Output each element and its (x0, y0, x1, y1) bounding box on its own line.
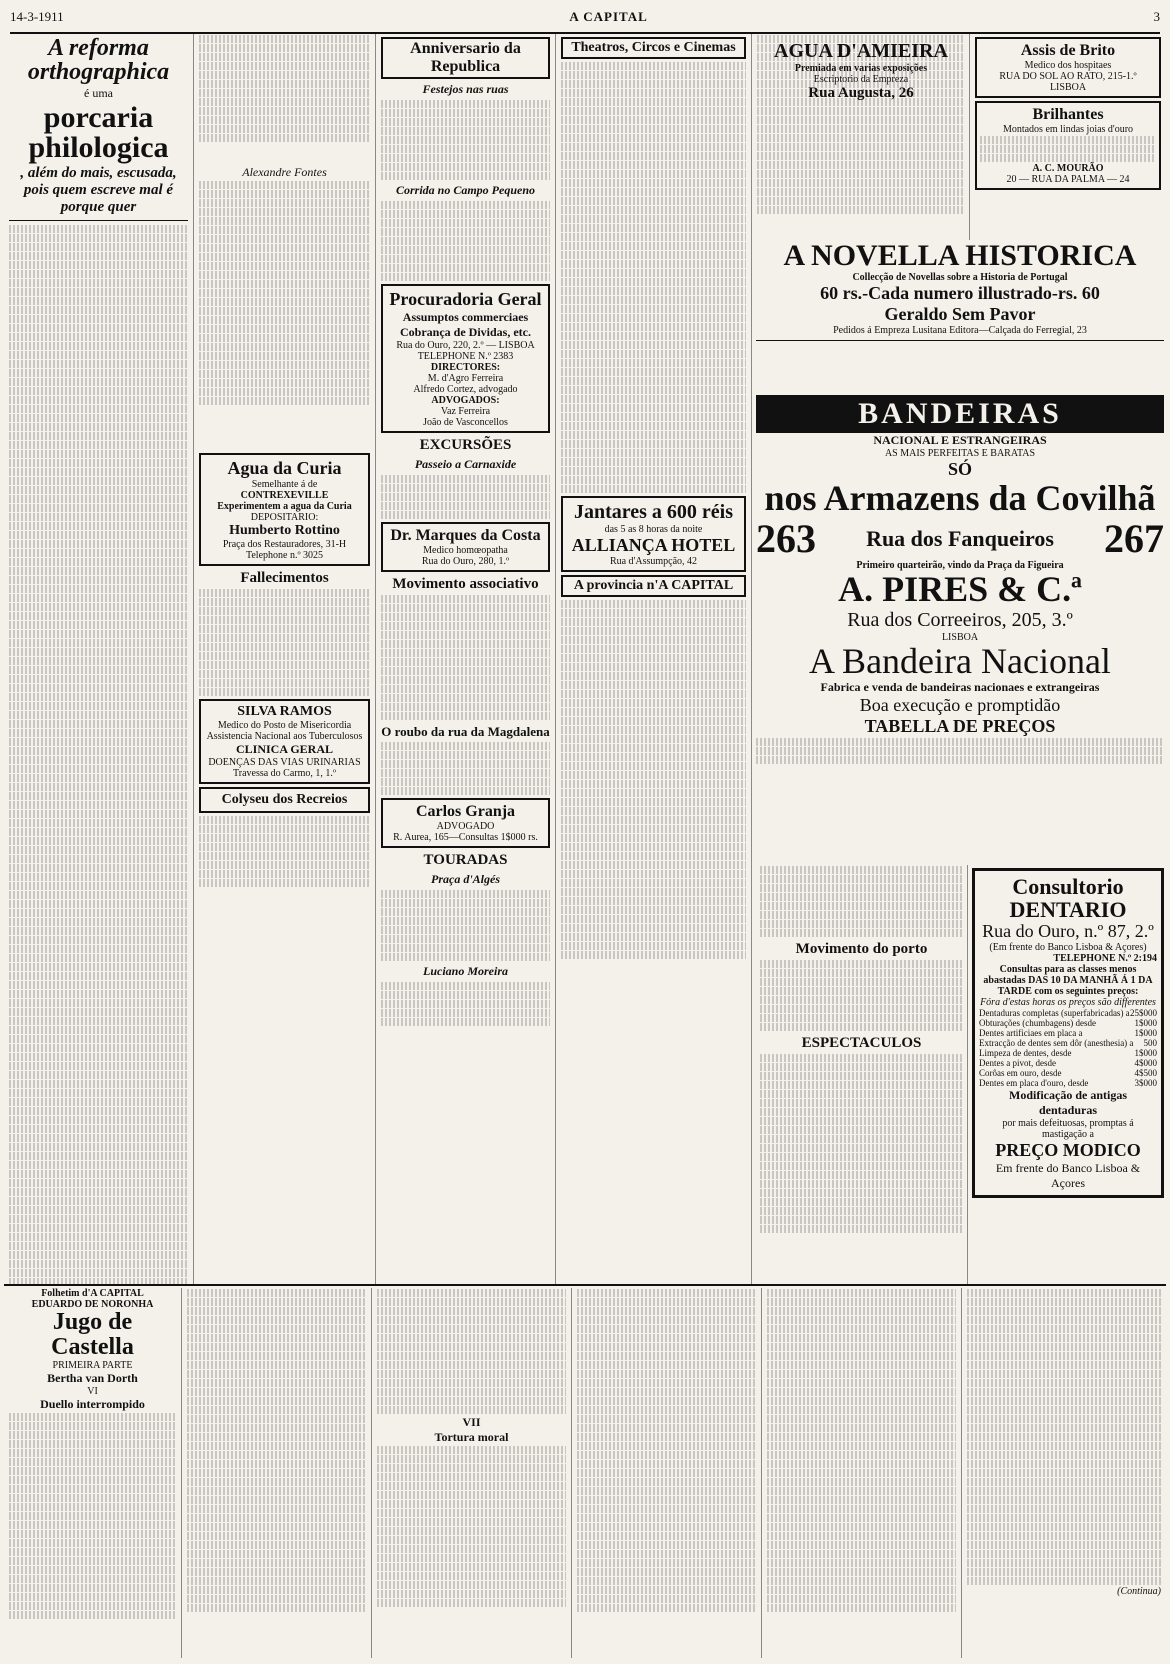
column-6 (970, 34, 1166, 254)
agua-curia-line3: Experimentem a agua da Curia (217, 501, 352, 512)
procuradoria-dir-label: DIRECTORES: (430, 362, 501, 373)
folhetim-chapter: VI (87, 1386, 98, 1398)
touradas-subhead: Praça d'Algés (431, 872, 500, 886)
bandeiras-line5: Primeiro quarteirão, vindo da Praça da Figueira (856, 559, 1064, 571)
masthead-date: 14-3-1911 (10, 9, 64, 24)
folhetim-chapter-title: Duello interrompido (40, 1397, 145, 1412)
colyseu-heading: Colyseu dos Recreios (221, 792, 348, 807)
price-row: Dentaduras completas (superfabricadas) a 25$000 (979, 1008, 1157, 1019)
bandeiras-line8: Boa execução e promptidão (859, 695, 1061, 716)
procuradoria-dir1: M. d'Agro Ferreira (427, 373, 504, 384)
novella-line2: 60 rs.-Cada numero illustrado-rs. 60 (820, 282, 1100, 303)
bandeiras-company: A. PIRES & C.ª (838, 568, 1082, 609)
masthead (10, 2, 1160, 34)
brilhantes-ad (975, 101, 1161, 190)
novella-line3: Geraldo Sem Pavor (884, 303, 1036, 324)
consultorio-line6: PREÇO MODICO (995, 1140, 1141, 1161)
assis-brito-ad (975, 37, 1161, 98)
consultorio-line1: (Em frente do Banco Lisboa & Açores) (989, 942, 1147, 954)
granja-line2: R. Aurea, 165—Consultas 1$000 rs. (393, 832, 538, 843)
consultorio-line4: Modificação de antigas dentaduras (1009, 1088, 1127, 1118)
corrida-subhead: Corrida no Campo Pequeno (395, 183, 536, 197)
consultorio-price-list (979, 1008, 1157, 1088)
bandeiras-address: Rua dos Correeiros, 205, 3.º (847, 608, 1073, 631)
alexandre-fontes-signature: Alexandre Fontes (242, 165, 327, 179)
agua-curia-ad (199, 453, 370, 566)
agua-curia-line2: CONTREXEVILLE (240, 490, 329, 501)
ameira-title: AGUA D'AMIEIRA (774, 40, 948, 62)
anniversary-headline: Anniversario da Republica (410, 40, 521, 75)
agua-curia-title: Agua da Curia (227, 458, 342, 478)
novella-line1: Collecção de Novellas sobre a Historia de Portugal (852, 271, 1068, 283)
procuradoria-phone: TELEPHONE N.º 2383 (417, 351, 514, 362)
agua-curia-line4: DEPOSITARIO: (250, 512, 319, 523)
bandeiras-line4: nos Armazens da Covilhã (764, 478, 1156, 518)
jantares-ad (561, 496, 746, 572)
brito-title: Assis de Brito (1020, 42, 1116, 59)
theatros-headline: Theatros, Circos e Cinemas (571, 40, 736, 55)
folhetim-column-6 (962, 1288, 1166, 1658)
folhetim-label: Folhetim d'A CAPITAL (41, 1288, 144, 1299)
folhetim-column-3 (372, 1288, 572, 1658)
brilhantes-line1: Montados em lindas joias d'ouro (1002, 124, 1134, 135)
folhetim-author: EDUARDO DE NORONHA (31, 1299, 154, 1310)
clinica-line1: DOENÇAS DAS VIAS URINARIAS (208, 757, 361, 768)
touradas-heading: TOURADAS (423, 852, 508, 868)
folhetim-character: Bertha van Dorth (47, 1371, 138, 1386)
agua-curia-line1: Semelhante á de (251, 479, 318, 490)
folhetim-column-4 (572, 1288, 762, 1658)
consultorio-phone: TELEPHONE N.º 2:194 (1053, 953, 1157, 965)
excursoes-subhead: Passeio a Carnaxide (414, 457, 517, 471)
novella-ad (756, 240, 1164, 345)
folhetim-title: Jugo de Castella (51, 1309, 134, 1361)
marques-line1: Medico homœopatha (423, 545, 508, 556)
procuradoria-adv1: Vaz Ferreira (440, 406, 491, 417)
bandeiras-ad (756, 395, 1164, 765)
roubo-heading: O roubo da rua da Magdalena (381, 724, 550, 739)
folhetim-column-5 (762, 1288, 962, 1658)
clinica-title: CLINICA GERAL (235, 742, 334, 756)
bandeiras-street: Rua dos Fanqueiros (866, 525, 1054, 551)
procuradoria-line2: Cobrança de Dividas, etc. (400, 325, 531, 339)
procuradoria-ad (381, 284, 550, 433)
consultorio-line5: por mais defeituosas, promptas á mastigação a (1002, 1118, 1134, 1141)
consultorio-line3: Fóra d'estas horas os preços são differentes (980, 997, 1156, 1009)
bandeiras-num2: 267 (1104, 515, 1164, 561)
bandeiras-city: LISBOA (941, 631, 979, 643)
bandeiras-line2: AS MAIS PERFEITAS E BARATAS (884, 448, 1036, 459)
agua-ameira-ad (756, 40, 966, 102)
bandeiras-line6: A Bandeira Nacional (809, 640, 1111, 681)
jantares-hotel-name: ALLIANÇA HOTEL (571, 535, 736, 555)
folhetim-column-2 (182, 1288, 372, 1658)
novella-title: A NOVELLA HISTORICA (783, 239, 1137, 272)
folhetim-chapter-2-title: Tortura moral (434, 1430, 509, 1444)
consultorio-line2: Consultas para as classes menos abastadas DAS 10 DA MANHÃ Á 1 DA TARDE com os seguintes preços: (983, 964, 1153, 998)
silva-ramos-line1: Medico do Posto de Misericordia (217, 720, 352, 731)
brito-line2: RUA DO SOL AO RATO, 215-1.º (999, 71, 1137, 82)
masthead-page-number: 3 (1153, 9, 1160, 24)
procuradoria-address: Rua do Ouro, 220, 2.º — LISBOA (396, 340, 535, 351)
bandeiras-line3: SÓ (947, 459, 972, 479)
jantares-address: Rua d'Assumpção, 42 (609, 556, 698, 567)
consultorio-line7: Em frente do Banco Lisboa & Açores (995, 1161, 1141, 1191)
colyseu-heading-box (199, 787, 370, 813)
folhetim-chapter-2: VII (462, 1415, 481, 1429)
agua-curia-address: Praça dos Restauradores, 31-H (222, 539, 347, 550)
reform-subhead: é uma (84, 86, 113, 100)
column-3 (376, 34, 556, 1284)
reform-headline: A reforma orthographica (27, 35, 170, 85)
novella-line4: Pedidos á Empreza Lusitana Editora—Calçada do Ferregial, 23 (833, 324, 1087, 336)
silva-ramos-line2: Assistencia Nacional aos Tuberculosos (206, 731, 363, 742)
agua-curia-phone: Telephone n.º 3025 (245, 550, 324, 561)
bandeiras-title: BANDEIRAS (756, 395, 1164, 433)
ameira-line1: Premiada em varias exposições (794, 63, 928, 74)
consultorio-ad (972, 868, 1164, 1198)
movimento-porto-heading: Movimento do porto (795, 941, 928, 957)
brilhantes-title: Brilhantes (1032, 106, 1104, 123)
ameira-address: Rua Augusta, 26 (808, 85, 914, 101)
marques-costa-ad (381, 522, 550, 572)
price-row: Dentes a pivot, desde 4$000 (979, 1058, 1157, 1069)
procuradoria-adv-label: ADVOGADOS: (431, 395, 500, 406)
brilhantes-line2: A. C. MOURÃO (1032, 163, 1104, 174)
column-5-lower (756, 865, 968, 1285)
jantares-line1: das 5 as 8 horas da noite (604, 524, 703, 535)
excursoes-heading: EXCURSÕES (419, 437, 512, 453)
folhetim-divider (4, 1284, 1166, 1286)
price-row: Obturações (chumbagens) desde 1$000 (979, 1018, 1157, 1029)
price-row: Dentes artificiaes em placa a 1$000 (979, 1028, 1157, 1039)
agua-curia-name: Humberto Rottino (229, 523, 340, 538)
movimento-associativo-heading: Movimento associativo (392, 576, 539, 592)
masthead-paper-name: A CAPITAL (569, 9, 648, 24)
bandeiras-line9: TABELLA DE PREÇOS (864, 716, 1056, 737)
clinica-line2: Travessa do Carmo, 1, 1.º (232, 768, 336, 779)
ameira-line2: Escriptorio da Empreza (813, 74, 909, 85)
column-4 (556, 34, 752, 1284)
price-row: Corôas em ouro, desde 4$500 (979, 1068, 1157, 1079)
price-row: Limpeza de dentes, desde 1$000 (979, 1048, 1157, 1059)
brilhantes-line3: 20 — RUA DA PALMA — 24 (1006, 174, 1130, 185)
price-row: Dentes em placa d'ouro, desde 3$000 (979, 1078, 1157, 1089)
fallecimentos-heading: Fallecimentos (240, 570, 329, 586)
folhetim-continua: (Continua) (1117, 1586, 1161, 1597)
brito-line3: LISBOA (1049, 82, 1087, 93)
procuradoria-dir2: Alfredo Cortez, advogado (413, 384, 518, 395)
reform-deck: , além do mais, escusada, pois quem escreve mal é porque quer (20, 165, 177, 215)
granja-ad (381, 798, 550, 848)
procuradoria-adv2: João de Vasconcellos (423, 417, 508, 428)
price-row: Extracção de dentes sem dôr (anesthesia) a 500 (979, 1038, 1157, 1049)
espectaculos-heading: ESPECTACULOS (801, 1035, 922, 1051)
jantares-title: Jantares a 600 réis (573, 501, 734, 523)
festejos-subhead: Festejos nas ruas (422, 82, 509, 96)
granja-line1: ADVOGADO (436, 821, 495, 832)
column-2 (194, 34, 376, 1284)
marques-line2: Rua do Ouro, 280, 1.º (421, 556, 510, 567)
bandeiras-num1: 263 (756, 515, 816, 561)
brito-line1: Medico dos hospitaes (1024, 60, 1112, 71)
bandeiras-line1: NACIONAL E ESTRANGEIRAS (873, 433, 1047, 447)
column-1 (4, 34, 194, 1284)
silva-ramos-ad (199, 699, 370, 784)
folhetim-column-1 (4, 1288, 182, 1658)
provincia-heading: A provincia n'A CAPITAL (573, 578, 734, 593)
marques-title: Dr. Marques da Costa (390, 527, 541, 544)
consultorio-address: Rua do Ouro, n.º 87, 2.º (982, 921, 1154, 942)
luciano-subhead: Luciano Moreira (422, 964, 508, 978)
bandeiras-line7: Fabrica e venda de bandeiras nacionaes e extrangeiras (820, 680, 1100, 695)
consultorio-title: Consultorio DENTARIO (1009, 874, 1127, 923)
procuradoria-title: Procuradoria Geral (389, 289, 542, 309)
silva-ramos-title: SILVA RAMOS (237, 704, 332, 719)
folhetim-part: PRIMEIRA PARTE (52, 1360, 133, 1372)
reform-headline-2: porcaria philologica (28, 101, 169, 164)
procuradoria-line1: Assumptos commerciaes (402, 310, 529, 324)
granja-title: Carlos Granja (415, 803, 516, 820)
